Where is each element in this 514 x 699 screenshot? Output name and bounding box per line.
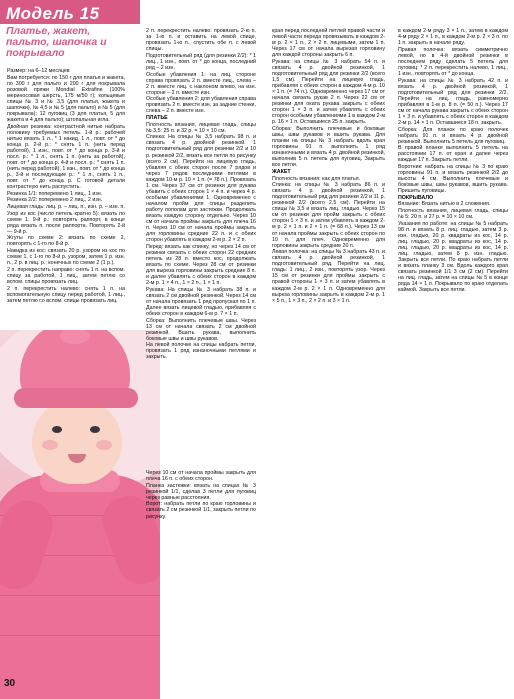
paragraph: Рукава: на спицы № 3 набрать 54 п. и связать 4 р. двойной резинкой, 1 подготовительный ряд для резинки 2/2 (всего 1,5 см). Перейти на лицевую гладь, прибавляя с обеих сторон в каждом 4-м р. 10 × 1 п. (= 74 п.). Одновременно через 17 см от начала связать рукав 2 п. Через 22 см от резинки для оката рукава закрыть с обеих сторон 1 × 3 п. и затем убавлять с обеих сторон особыми убавлениями 1 в каждом 2-м р. 16 × 1 п. Оставшиеся 25 п. закрыть.	[272, 58, 385, 126]
model-header	[0, 0, 140, 24]
page-number: 30	[4, 678, 16, 689]
section-heading-jacket: ЖАКЕТ	[272, 168, 291, 175]
paragraph: Спинка: на спицы № 3 набрать 86 п. и связать 4 р. двойной резинкой, 1 подготовительный ряд для резинки 2/2 и 11 р. резинкой 2/2 (всего 2,5 см). Перейти на спицы № 3,5 и вязать лиц. гладью. Через 15 см от резинки для пройм закрыть с обеих сторон 1 × 3 п. и затем убавлять в каждом 2-м р. 2 × 1 п. и 2 × 1 п. (= 68 п.). Через 13 см от начала проймы закрыть с обеих сторон по 10 п. для плеч. Одновременно для горловины закрыть средние 20 п.	[272, 182, 385, 249]
paragraph: Через 10 см от начала проймы закрыть для плеча 16 п. с обеих сторон.	[146, 470, 256, 483]
cheek-right	[96, 440, 112, 450]
paragraph: Воротник: набрать на спицы № 3 по краю горловины 91 п. и вязать резинкой 2/2 до высоты 4 см. Выполнить плечевые и боковые швы, швы рукавов, вшить рукава. Пришить пуговицы.	[398, 164, 508, 195]
paragraph: Резинка 2/2: поперемено 2 лиц., 2 изн.	[7, 197, 103, 204]
paragraph: Сборка: Для планок по краю полочек набрать 91 п. и вязать 4 р. двойной резинкой. Выполнить 5 петель для пуговиц.	[398, 126, 508, 145]
paragraph: Левая полочка: на спицы № 3 набрать 43 п. и связать 4 р. двойной резинкой, 1 подготовительный ряд. Перейти на лиц. гладь: 1 лиц., 2 изн., повторять узор. Через 15 см от резинки для проймы закрыть с правой стороны 1 × 3 п. и затем убавлять в каждом 2-м р. 2 × 1 п. Одновременно для выреза горловины закрыть в каждом 2-м р. 1 × 5 п., 1 × 3 п., 2 × 2 п. и 3 × 1 п.	[272, 249, 385, 304]
paragraph: Спинка: На спицы № 3,5 набрать 98 п. и связать 4 р. двойной резинкой. 1 подготовительный ряд для резинки 2/2 и 10 р. резинкой 2/2, вязать все петли по рисунку (всего 2 см). Перейти на лицевую гладь, убавляя с обеих сторон после 7 рядов и через 7 рядов последними петлями в каждом 10-м р. 10 × 1 п. (= 78 п.). Провязать 1 см. Через 37 см от резинки для рукава убавить с обеих сторон 1 × 4 п. и через 4 р. особыми убавлениями 1. Одновременно с началом пройм для спицы разделить работу пополам для застежки. Продолжать вязать каждую сторону отдельно. Через 10 см от начала проймы закрыть для плеча 16 п. Через 10 см от начала проймы закрыть для горловины средние 22 п. и с обеих сторон убавлять в каждом 2-м р. 2 × 2 п.	[146, 134, 256, 244]
paragraph: Сборка: Выполнить плечевые швы. Через 13 см от начала связать 2 см двойной резинкой. Вшить рукава, выполнить боковые швы и швы рукавов.	[146, 317, 256, 342]
paragraph: 2 п. перекрестить направо: снять 1 п. на вспом. спицу за работой, 1 лиц., затем петлю со вспом. спицы провязать лиц.	[7, 266, 125, 285]
paragraph: 2 п. перекрестить налево: провязать 2-ю п. за 1-ю п. и оставить на левой спице, провязать 1-ю п., спустить обе п. с левой спицы.	[146, 28, 256, 53]
baby-face	[32, 398, 122, 484]
paragraph: На левой полочке на спицы набрать петли, провязать 1 ряд изнаночными петлями и закрыть.	[146, 342, 256, 361]
paragraph: Плотность вязания: как для платья.	[272, 175, 361, 182]
paragraph: Особые убавления 1: на лиц. стороне справа провязать 2 п. вместе лиц., слева – 2 п. вместе лиц. с наклоном влево, на изн. стороне – 2 п. вместе изн.	[146, 71, 256, 96]
paragraph: Сборка: Выполнить плечевые и боковые швы, швы рукавов и вшить рукава. Для планки на спицы № 3 набрать вдоль края горловины 91 п. выполнить 1 ряд изнаночными и вязать 4 р. двойной резинкой, выполнив 5 п. петель для пуговиц. Закрыть все петли.	[272, 125, 385, 169]
paragraph: Плотность вязания, лицевая гладь, спицы № 3,5: 25 п. и 32 р. = 10 × 10 см.	[146, 121, 256, 134]
model-subtitle: Платье, жакет, пальто, шапочка и покрывало	[6, 25, 107, 59]
section-heading-blanket: ПОКРЫВАЛО	[398, 194, 434, 201]
paragraph: 2 п. перекрестить налево: снять 1 п. на вспомогательную спицу перед работой, 1 лиц., затем петлю со вспом. спицы провязать лиц.	[7, 285, 125, 304]
paragraph: Узор из кос (число петель кратно 5): вязать по схеме 1. 9-й р.: повторять раппорт, в конце ряда вязать п. после раппорта. Повторять 2-й — 9-й р.	[7, 210, 125, 235]
paragraph: Размер: на 6–12 месяцев	[7, 68, 70, 74]
column-4	[398, 28, 508, 696]
paragraph: Особые убавления 2: для убавления справа провязать 2 п. вместе изн. за задние стенки, слева – 2 п. вместе изн.	[146, 96, 256, 115]
paragraph: Рукава: На спицы № 3 набрать 38 п. и связать 2 см двойной резинкой. Через 14 см от начала провязать 1 ряд пропуская по 1 п. Далее вязать лицевой гладью, прибавляя с обеих сторон в каждом 6-м р. 7 × 1 п.	[146, 286, 256, 317]
paragraph: Жгуты по схеме 2: вязать по схеме 2, повторять с 1-го по 8-й р.	[7, 235, 125, 248]
paragraph: Двойная резинка: контрастной нитью набрать половину требуемых петель. 1-й р.: рабочей нитью вязать 1 л., * 1 накид, 1 л., повт. от * до конца р. 2-й р.: * снять 1 п. (нить перед работой), 1 изн., повт. от * до конца р. 3-й и посл. р.: * 1 л., снять 1 п. (нить за работой), повт. от * до конца р. 4-й и посл. р.: * снять 1 п. (нить перед работой), 1 изн., повт. от * до конца р., 3-й и последующие р.: * 1 л., снять 1 п., повт. от * до конца р. С готовой детали контрастную нить распустить.	[7, 123, 125, 191]
paragraph: Правая полочка: вязать симметрично левой, но в 4-й двойной резинки в последнем ряду сделать 5 петель для пуговиц: * 2 п. перекрестить налево, 1 лиц., 1 изн., повторять от * до конца.	[398, 46, 508, 77]
paragraph: Накидка из кос: связать 20 р. узором из кос по схеме 1, с 1-го по 8-й р. узором, затем 1 р. изн. п., 2 р. в лиц. р.; конечных по схеме 2 (1 р.).	[7, 248, 125, 267]
paragraph: Плотность вязания, лицевая гладь, спицы № 5: 20 п. и 27 р. = 10 × 10 см.	[398, 208, 508, 221]
baby-photo	[0, 330, 160, 699]
paragraph: В правой планке выполнить 5 петель на расстоянии 17 п. от края и далее через каждые 17 п. Закрыть петли.	[398, 145, 508, 164]
paragraph: Ворот: набрать петли по краю горловины и связать 2 см резинкой 1/1, закрыть петли по рисунку.	[146, 501, 256, 520]
paragraph: Планка застежки: вязать на спицах № 3 резинкой 1/1, сделав 3 петли для пуговиц через равные расстояния.	[146, 482, 256, 501]
paragraph: края перед последней петлей правой части и левой части переда провязывать в каждом 2-м р. 2 × 1 п., 2 × 2 п. лицевыми, затем 1 п. Через 17 см от начала вырезая горловину для каждой стороны закрыть 6 п.	[272, 28, 385, 59]
column-2	[146, 28, 256, 468]
column-2-lower	[146, 470, 256, 690]
column-3	[272, 28, 385, 696]
eye-left	[52, 426, 62, 433]
eye-right	[90, 426, 100, 433]
paragraph: Перед: вязать как спинку, но через 14 см от резинки связать с обеих сторон 22 средних петель из 28 п. вместо кос, продолжать вязать по схеме. Через 28 см от резинки для выреза горловины закрыть средние 8 п. и далее убавлять с обеих сторон в каждом 2-м р. 1 × 4 п., 1 × 2 п., 1 × 1 п.	[146, 243, 256, 287]
baby-mouth	[68, 454, 86, 463]
model-title: Модель 15	[6, 4, 100, 23]
column-1	[7, 68, 125, 330]
paragraph: Указания по работе: на спицы № 5 набрать 98 п. и вязать 8 р. лиц. гладью, затем 3 р. изн. гладью, 20 р. квадраты из кос, 14 р. лиц. гладью, 20 р. квадраты из кос, 14 р. лиц. гладью, 20 р. квадраты из кос, 14 р. лиц. гладью, затем 8 р. изн. гладью. Закрыть все петли. По краю набрать петли и вязать планку 3 см. Вдоль каждого края связать резинкой 1/1 3 см (2 см). Перейти на лиц. гладь, затем на спицы № 5 в конце ряда 14 × 1 п. Покрывало по краю отделать каймой. Закрыть все петли.	[398, 220, 508, 294]
knit-texture	[0, 595, 160, 596]
hat-brim	[14, 388, 138, 408]
knit-texture	[0, 635, 160, 636]
section-heading-dress: ПЛАТЬЕ	[146, 115, 168, 122]
paragraph: Лицевая гладь: лиц. р. – лиц. п., изн. р. – изн. п.	[7, 204, 125, 210]
paragraph: Резинка 1/1: поперемено 1 лиц., 1 изн.	[7, 190, 103, 197]
paragraph: Рукава: на спицы № 3 набрать 42 п. и вязать 4 р. двойной резинкой, 1 подготовительный ряд для резинки 2/2. Перейти на лиц. гладь, равномерно прибавляя в 1-м р. 8 п. (= 50 п.). Через 17 см от начала рукава закрыть с обеих сторон 1 × 3 п. и убавлять с обеих сторон в каждом 2-м р. 14 × 1 п. Оставшиеся 18 п. закрыть.	[398, 77, 508, 126]
cheek-left	[42, 440, 58, 450]
paragraph: Вам потребуется: по 150 г для платья и жакета, по 300 г для пальто и 200 г для покрывала розовой пряжи Mondial Extrafine (100% мериносовая шерсть, 175 м/50 г); кольцевые спицы № 3 и № 3,5 (для платья, жакета и шапочки), № 4,5 и № 5 (для пальто) и № 5 (для покрывала); 12 пуговиц (3 для платья, 5 для жакета и 4 для пальто); штопальная игла.	[7, 74, 125, 123]
paragraph: в каждом 2-м ряду 3 × 1 п., затем в каждом 4-м ряду 2 × 1 п., в каждом 2-м р. 2 × 3 п. по 1 п. закрыть в начале ряду.	[398, 28, 508, 47]
paragraph: Вязание: Вязать нитью в 2 сложения.	[398, 201, 491, 208]
paragraph: Подготовительный ряд (для резинки 2/2): * 1 лиц., 1 изн., повт. от * до конца, последний ряд – 2 изн.	[146, 52, 256, 71]
